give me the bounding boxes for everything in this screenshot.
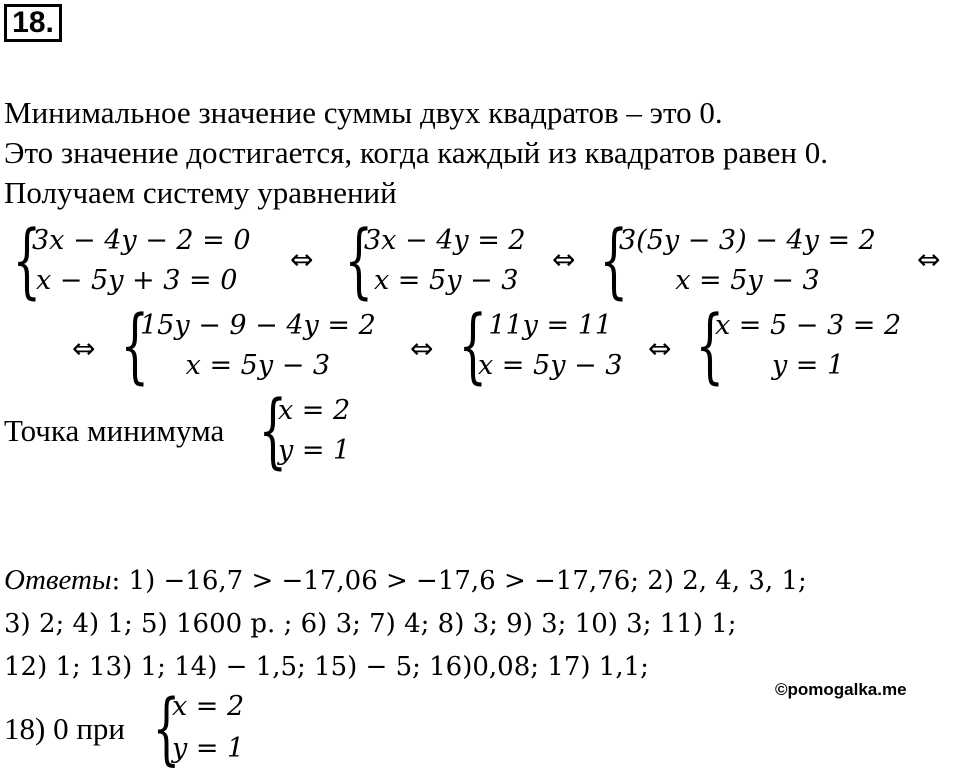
- brace-icon: {: [120, 298, 150, 394]
- answers-line-2: 3) 2; 4) 1; 5) 1600 р. ; 6) 3; 7) 4; 8) 3; 9) 3; 10) 3; 11) 1;: [4, 609, 737, 639]
- equation: x = 5y − 3: [374, 265, 519, 296]
- system-4: [118, 298, 376, 394]
- minimum-label: Точка минимума: [4, 413, 225, 448]
- system-3: [597, 213, 876, 309]
- answers-line-3: 12) 1; 13) 1; 14) − 1,5; 15) − 5; 16)0,08; 17) 1,1;: [4, 652, 649, 682]
- equation: x − 5y + 3 = 0: [36, 265, 238, 296]
- equivalence-symbol: ⇔: [72, 332, 96, 365]
- answers-line-4: 18) 0 при: [4, 711, 126, 746]
- text-line-1: Минимальное значение суммы двух квадратов – это 0.: [4, 95, 723, 130]
- system-2: [342, 213, 526, 309]
- equation: y = 1: [278, 435, 351, 466]
- brace-icon: {: [695, 298, 725, 394]
- equation: 15y − 9 − 4y = 2: [140, 310, 376, 341]
- watermark: ©pomogalka.me: [775, 680, 907, 699]
- equation: 11y = 11: [488, 310, 613, 341]
- equation: x = 2: [172, 691, 245, 722]
- equivalence-symbol: ⇔: [290, 243, 314, 276]
- system-1: [10, 213, 251, 309]
- equation: x = 5y − 3: [478, 350, 623, 381]
- answers-label: Ответы: [4, 564, 112, 596]
- equation: y = 1: [172, 733, 245, 764]
- equation: x = 5 − 3 = 2: [715, 310, 902, 341]
- equivalence-symbol: ⇔: [648, 332, 672, 365]
- equivalence-symbol: ⇔: [917, 243, 941, 276]
- brace-icon: {: [12, 213, 42, 309]
- equation: 3x − 4y = 2: [364, 225, 526, 256]
- brace-icon: {: [258, 383, 288, 479]
- equivalence-symbol: ⇔: [552, 243, 576, 276]
- equation: x = 5y − 3: [185, 350, 331, 381]
- minimum-system: [256, 383, 351, 479]
- equation: 3x − 4y − 2 = 0: [32, 225, 251, 256]
- brace-icon: {: [599, 213, 629, 309]
- brace-icon: {: [344, 213, 374, 309]
- equivalence-symbol: ⇔: [410, 332, 434, 365]
- answer-system: [150, 682, 245, 774]
- equation: 3(5y − 3) − 4y = 2: [619, 225, 876, 256]
- problem-number-badge: 18.: [4, 4, 62, 42]
- answers-text: : 1) −16,7 > −17,06 > −17,6 > −17,76; 2) 2, 4, 3, 1;: [111, 566, 807, 596]
- system-6: [693, 298, 902, 394]
- equation: x = 2: [278, 395, 351, 426]
- equation: y = 1: [771, 350, 845, 381]
- brace-icon: {: [458, 298, 488, 394]
- text-line-2: Это значение достигается, когда каждый из квадратов равен 0.: [4, 135, 828, 170]
- brace-icon: {: [152, 682, 181, 774]
- answers-line-1: [4, 562, 807, 599]
- text-line-3: Получаем систему уравнений: [4, 175, 397, 210]
- equation: x = 5y − 3: [675, 265, 820, 296]
- system-5: [456, 298, 623, 394]
